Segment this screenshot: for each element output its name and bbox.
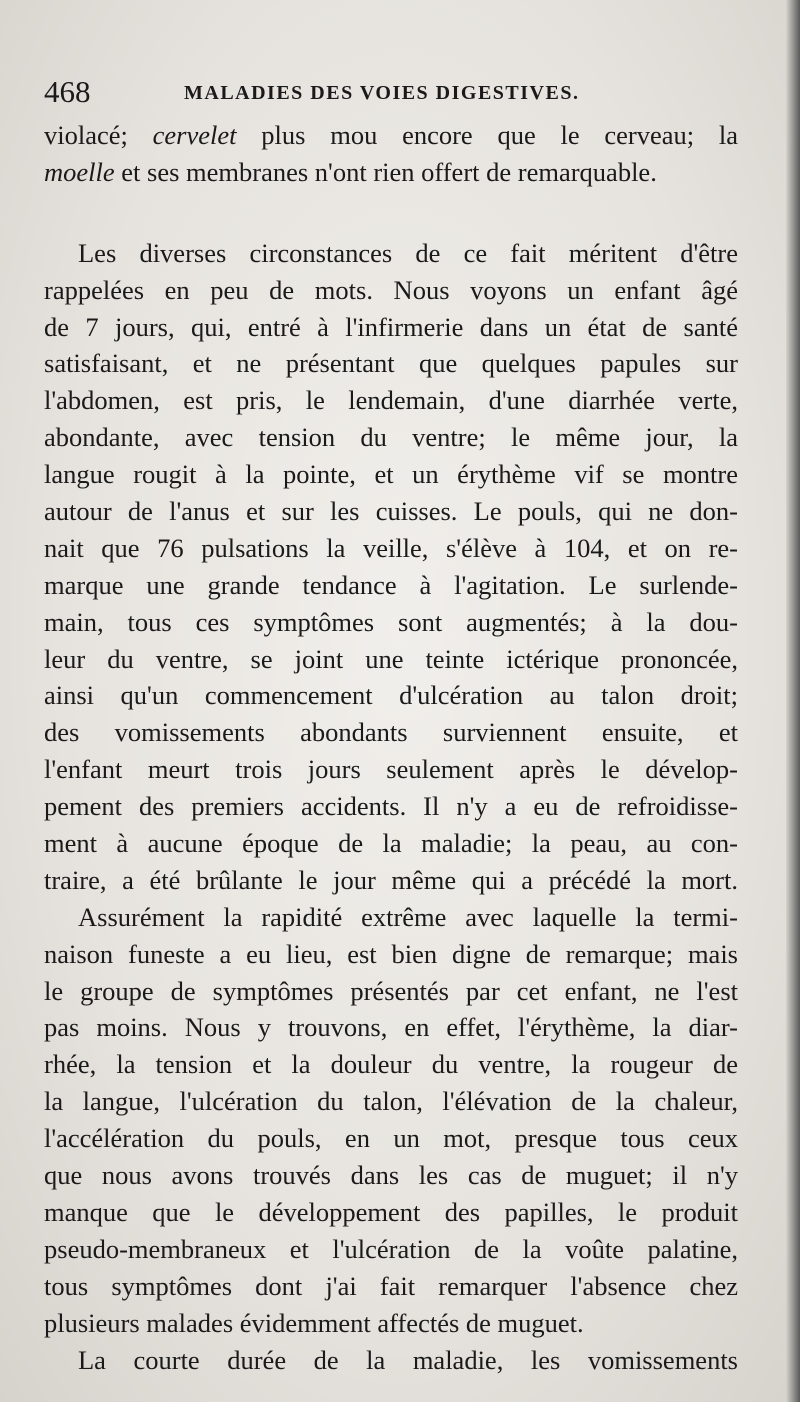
text-line: main, tous ces symptômes sont augmentés; à la dou- xyxy=(44,606,738,637)
text-line: marque une grande tendance à l'agitation. Le surlende- xyxy=(44,569,738,600)
text-line: naison funeste a eu lieu, est bien digne de remarque; mais xyxy=(44,938,738,969)
text-line: le groupe de symptômes présentés par cet enfant, ne l'est xyxy=(44,975,738,1006)
page-header xyxy=(44,72,744,112)
page-edge-shadow xyxy=(786,0,800,1402)
text-line: Les diverses circonstances de ce fait méritent d'être xyxy=(78,237,738,268)
running-head: MALADIES DES VOIES DIGESTIVES. xyxy=(184,82,580,104)
text-line: ment à aucune époque de la maladie; la peau, au con- xyxy=(44,828,738,859)
paragraph xyxy=(44,1342,738,1379)
text-line: l'enfant meurt trois jours seulement après le dévelop- xyxy=(44,754,738,785)
text-line: de 7 jours, qui, entré à l'infirmerie dans un état de santé xyxy=(44,311,738,342)
text-line: nait que 76 pulsations la veille, s'élève à 104, et on re- xyxy=(44,532,738,563)
text-segment: et ses membranes n'ont rien offert de remarquable. xyxy=(114,156,657,187)
text-line: plusieurs malades évidemment affectés de muguet. xyxy=(44,1307,584,1338)
text-line: ainsi qu'un commencement d'ulcération au talon droit; xyxy=(44,680,738,711)
text-line: rappelées en peu de mots. Nous voyons un enfant âgé xyxy=(44,274,738,305)
text-line xyxy=(44,117,738,154)
text-line: manque que le développement des papilles, le produit xyxy=(44,1196,738,1227)
text-line: la langue, l'ulcération du talon, l'élévation de la chaleur, xyxy=(44,1086,738,1117)
text-line: que nous avons trouvés dans les cas de muguet; il n'y xyxy=(44,1160,738,1191)
text-line: l'abdomen, est pris, le lendemain, d'une diarrhée verte, xyxy=(44,385,738,416)
text-line: tous symptômes dont j'ai fait remarquer l'absence chez xyxy=(44,1270,738,1301)
text-line: traire, a été brûlante le jour même qui a précédé la mort. xyxy=(44,864,738,895)
text-line: des vomissements abondants surviennent ensuite, et xyxy=(44,717,738,748)
paragraph xyxy=(44,899,738,1342)
text-line: abondante, avec tension du ventre; le même jour, la xyxy=(44,422,738,453)
text-line: leur du ventre, se joint une teinte ictérique prononcée, xyxy=(44,643,738,674)
text-line: pas moins. Nous y trouvons, en effet, l'érythème, la diar- xyxy=(44,1012,738,1043)
text-line: rhée, la tension et la douleur du ventre, la rougeur de xyxy=(44,1049,738,1080)
text-line: satisfaisant, et ne présentant que quelques papules sur xyxy=(44,348,738,379)
italic-term: cervelet xyxy=(152,120,237,150)
text-line: langue rougit à la pointe, et un érythème vif se montre xyxy=(44,459,738,490)
text-line: autour de l'anus et sur les cuisses. Le pouls, qui ne don- xyxy=(44,496,738,527)
text-line: pement des premiers accidents. Il n'y a eu de refroidisse- xyxy=(44,791,738,822)
body-text xyxy=(44,117,738,1378)
italic-term: moelle xyxy=(44,156,115,187)
text-line: Assurément la rapidité extrême avec laquelle la termi- xyxy=(78,901,738,932)
text-line: pseudo-membraneux et l'ulcération de la voûte palatine, xyxy=(44,1233,738,1264)
text-segment: violacé; xyxy=(44,120,153,150)
text-line: La courte durée de la maladie, les vomissements xyxy=(78,1344,738,1375)
paragraph-gap xyxy=(44,191,738,235)
text-line: l'accélération du pouls, en un mot, presque tous ceux xyxy=(44,1123,738,1154)
paragraph xyxy=(44,235,738,899)
text-line xyxy=(44,154,738,191)
text-segment: plus mou encore que le cerveau; la xyxy=(236,120,738,150)
page-number: 468 xyxy=(44,74,91,109)
